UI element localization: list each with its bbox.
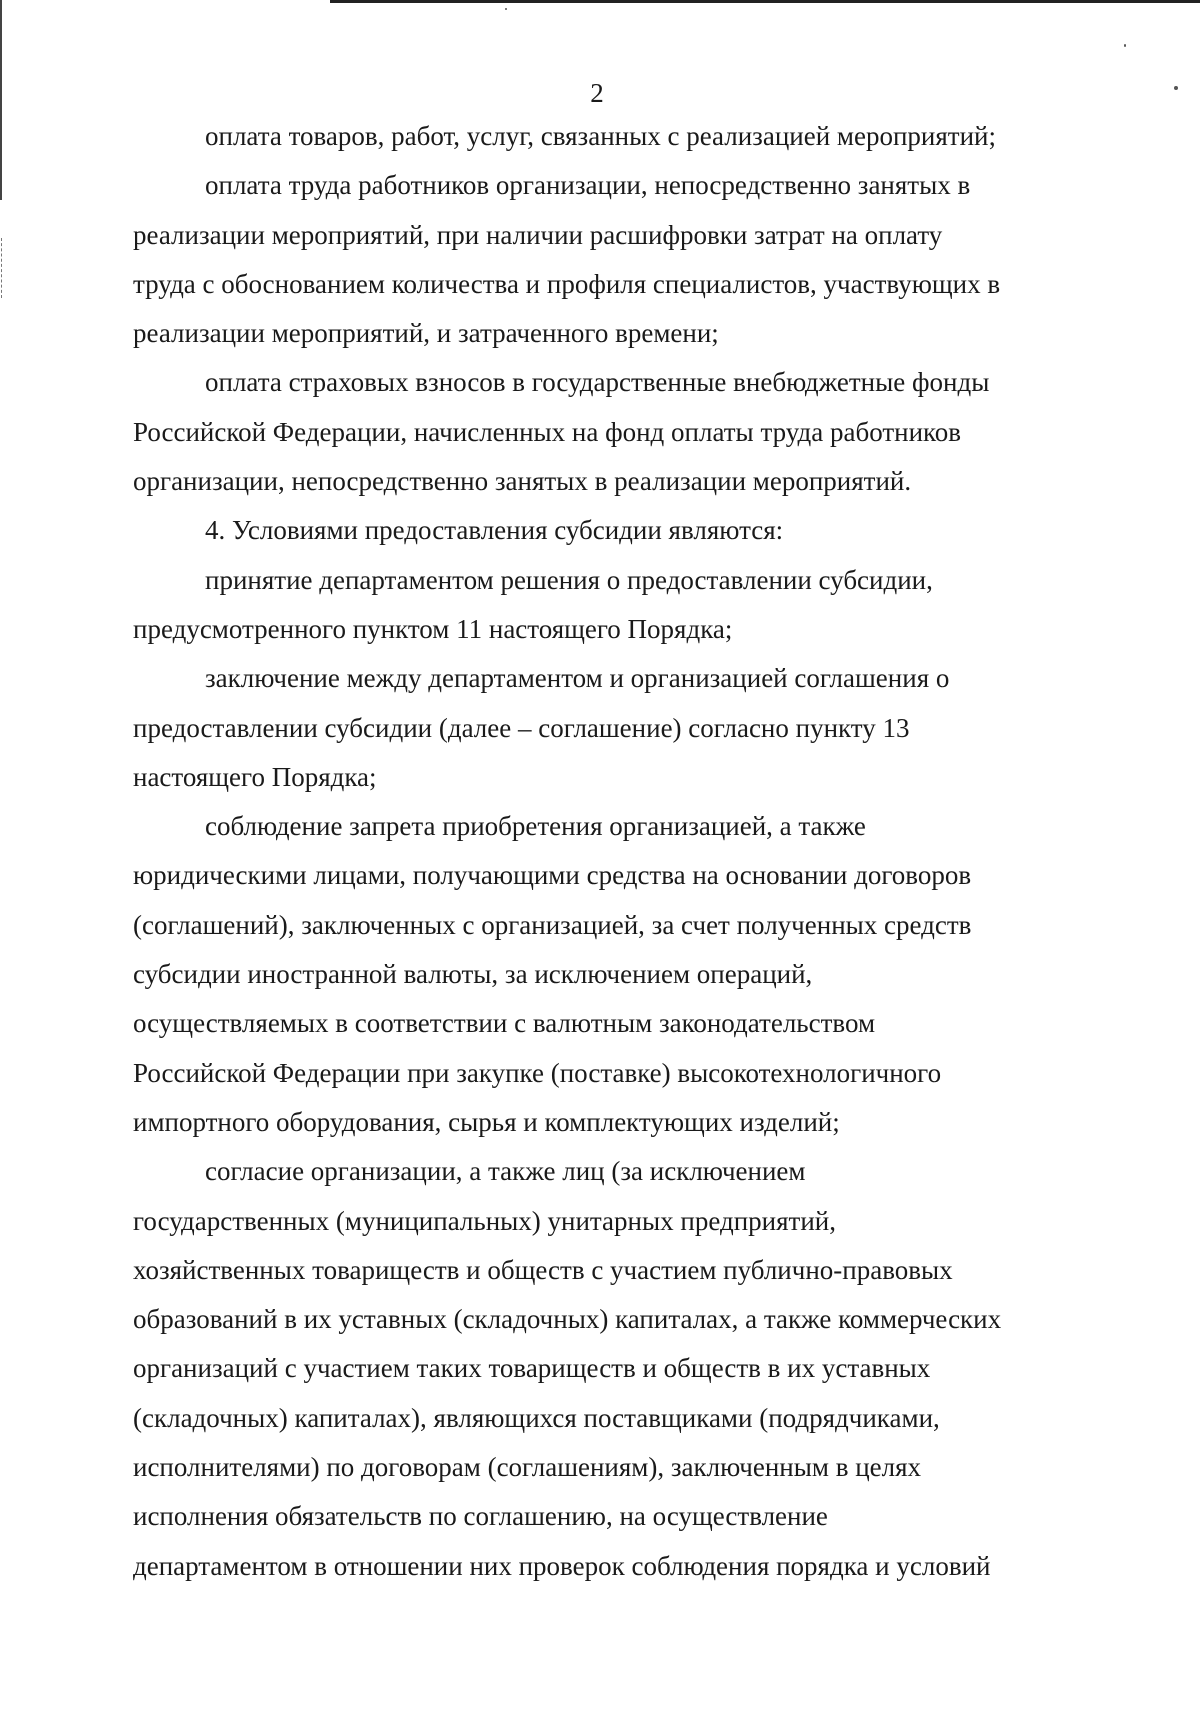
paragraph-consent-inspections: согласие организации, а также лиц (за исключением государственных (муниципальных) унитарных предприятий, хозяйственных товариществ и обществ с участием публично-правовых образований в их уставных (складочных) капиталах, а также коммерческих организаций с участием таких товариществ и обществ в их уставных (складочных) капиталах), являющихся поставщиками (подрядчиками, исполнителями) по договорам (соглашениям), заключенным в целях исполнения обязательств по соглашению, на осуществление департаментом в отношении них проверок соблюдения порядка и условий: [133, 1156, 1002, 1581]
paragraph-payment-labor: оплата труда работников организации, непосредственно занятых в реализации мероприятий, при наличии расшифровки затрат на оплату труда с обоснованием количества и профиля специалистов, участвующих в реализации мероприятий, и затраченного времени;: [133, 170, 1001, 349]
paragraph-agreement: заключение между департаментом и организацией соглашения о предоставлении субсидии (далее – соглашение) согласно пункту 13 настоящего Порядка;: [133, 663, 950, 792]
paragraph-currency-prohibition: соблюдение запрета приобретения организацией, а также юридическими лицами, получающими средства на основании договоров (соглашений), заключенных с организацией, за счет полученных средств субсидии иностранной валюты, за исключением операций, осуществляемых в соответствии с валютным законодательством Российской Федерации при закупке (поставке) высокотехнологичного импортного оборудования, сырья и комплектующих изделий;: [133, 811, 972, 1137]
paragraph-payment-goods: оплата товаров, работ, услуг, связанных с реализацией мероприятий;: [205, 121, 997, 151]
left-scan-mark: [1, 238, 3, 298]
scan-speck: [505, 8, 507, 10]
page-number: 2: [590, 78, 604, 108]
paragraph-insurance-contributions: оплата страховых взносов в государственные внебюджетные фонды Российской Федерации, начисленных на фонд оплаты труда работников организации, непосредственно занятых в реализации мероприятий.: [133, 367, 990, 497]
document-body: [133, 112, 1056, 1591]
top-border-line: [330, 0, 1200, 3]
scan-speck: [1124, 44, 1126, 47]
paragraph-department-decision: принятие департаментом решения о предоставлении субсидии, предусмотренного пунктом 11 настоящего Порядка;: [133, 564, 933, 644]
paragraph-conditions-heading: 4. Условиями предоставления субсидии являются:: [205, 515, 784, 546]
